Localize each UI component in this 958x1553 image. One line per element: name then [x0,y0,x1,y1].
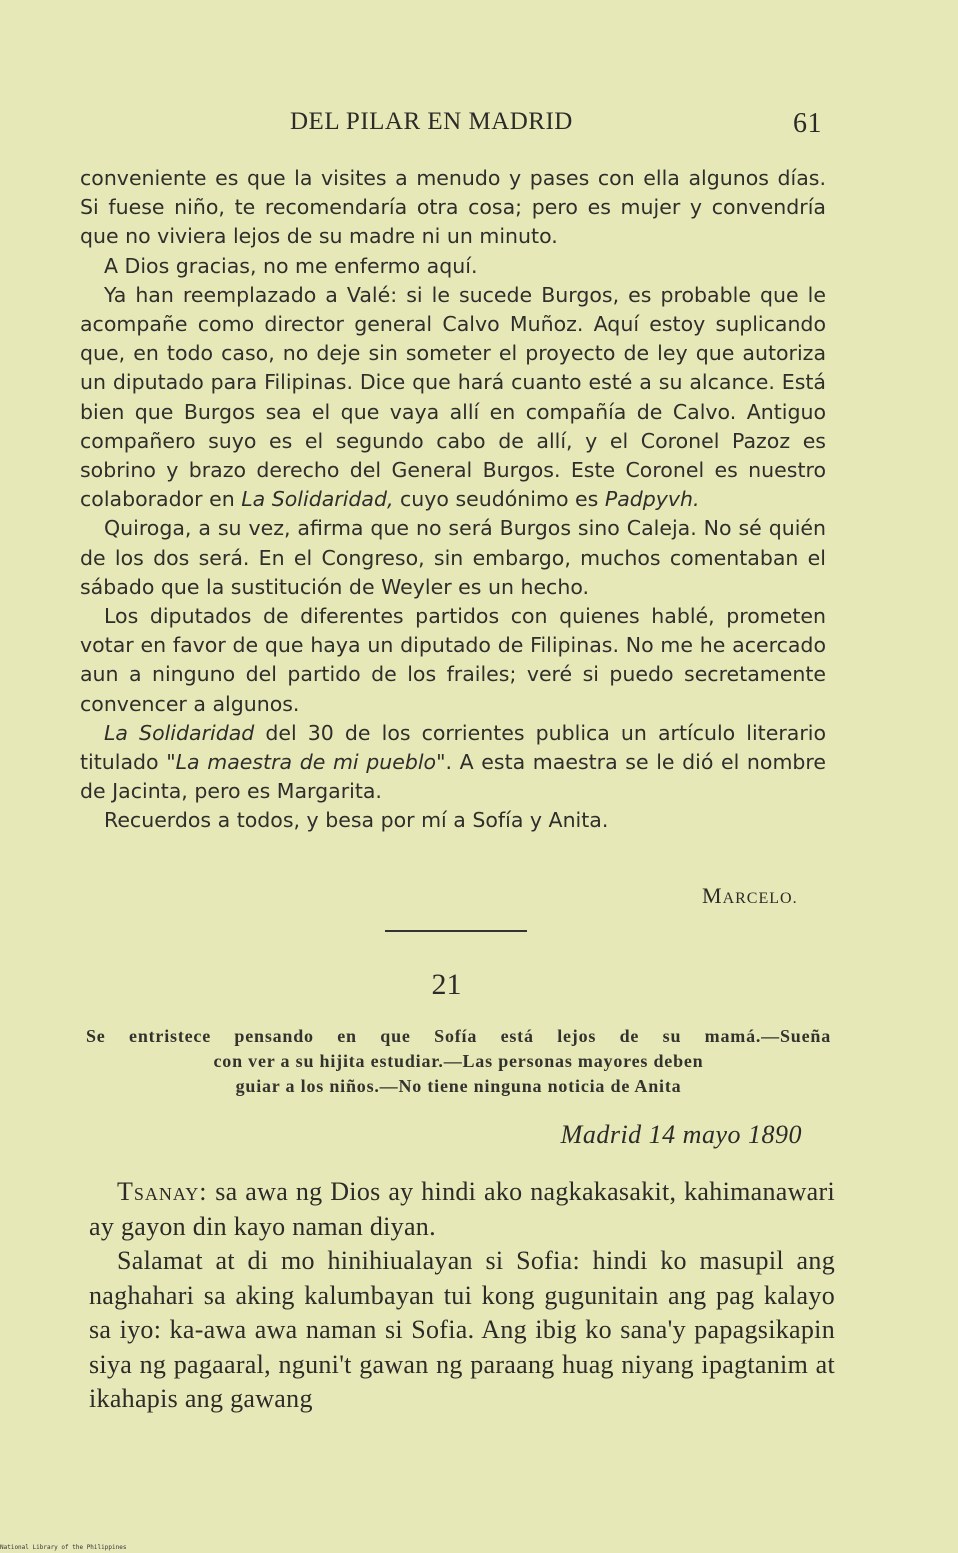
previous-letter-body [80,164,826,836]
text-run: . A esta maestra se le dió el nombre de Jacinta, pero es Margarita. [80,750,827,804]
text-run: sa awa ng Dios ay hindi ako nagkakasakit, kahimanawari ay gayon din kayo naman diyan. [89,1177,835,1241]
italic-run: La Solidaridad [104,720,255,745]
letter-body [89,1175,835,1417]
text-run: Los diputados de diferentes partidos con quienes hablé, prometen votar en favor de que haya un diputado de Filipinas. No me he acercado aun a ninguno del partido de los frailes; veré si puedo secretamente convencer a algunos. [80,604,826,716]
paragraph [80,719,826,807]
italic-run: La Solidaridad, [241,487,394,512]
signature-initial: M [702,883,723,908]
page-number: 61 [793,108,822,139]
summary-line: guiar a los niños.—No tiene ninguna noticia de Anita [235,1076,682,1096]
text-run: A Dios gracias, no me enfermo aquí. [104,253,478,278]
text-run: Ya han reemplazado a Valé: si le sucede Burgos, es probable que le acompañe como director general Calvo Muñoz. Aquí estoy suplicando que, en todo caso, no deje sin someter el proyecto de ley que autoriza un diputado para Filipinas. Dice que hará cuanto esté a su alcance. Está bien que Burgos sea el que vaya allí en compañía de Calvo. Antiguo compañero suyo es el segundo cabo de allí, y el Coronel Pazoz es sobrino y brazo derecho del General Burgos. Este Coronel es nuestro colaborador en [80,282,826,512]
section-divider [385,930,527,932]
paragraph [80,281,826,515]
signature [702,883,798,909]
letter-summary [86,1024,831,1099]
text-run: Quiroga, a su vez, afirma que no será Burgos sino Caleja. No sé quién de los dos será. En el Congreso, sin embargo, muchos comentaban el sábado que la sustitución de Weyler es un hecho. [80,516,826,599]
paragraph [89,1175,835,1244]
italic-run: "La maestra de mi pueblo" [166,750,446,775]
text-run: Recuerdos a todos, y besa por mí a Sofía y Anita. [104,808,609,833]
summary-line: con ver a su hijita estudiar.—Las personas mayores deben [213,1051,704,1071]
dateline: Madrid 14 mayo 1890 [560,1120,802,1149]
text-run: del 30 de los corrientes publica un artículo literario titulado [80,720,826,775]
text-run: cuyo seudónimo es [393,487,605,512]
signature-rest: ARCELO. [722,890,798,907]
running-title: DEL PILAR EN MADRID [290,108,573,135]
summary-line: Se entristece pensando en que Sofía está lejos de su mamá.—Sueña [86,1026,831,1046]
paragraph [80,252,826,281]
text-run: conveniente es que la visites a menudo y pases con ella algunos días. Si fuese niño, te recomendaría otra cosa; pero es mujer y convendría que no viviera lejos de su madre ni un minuto. [80,166,826,249]
letter-number: 21 [431,968,462,1001]
library-credit: National Library of the Philippines [0,1544,127,1551]
italic-run: Padpyvh. [604,487,700,512]
paragraph [80,806,826,835]
salutation: Tsanay: [117,1177,208,1206]
paragraph [80,514,826,602]
paragraph [80,602,826,719]
paragraph [80,164,826,252]
paragraph: Salamat at di mo hinihiualayan si Sofia: hindi ko masupil ang naghahari sa aking kalumbayan tui kong gugunitain ang pag kalayo sa iyo: ka-awa awa naman si Sofia. Ang ibig ko sana'y papagsikapin siya ng pagaaral, nguni't gawan ng paraang huag niyang ipagtanim at ikahapis ang gawang [89,1246,835,1413]
